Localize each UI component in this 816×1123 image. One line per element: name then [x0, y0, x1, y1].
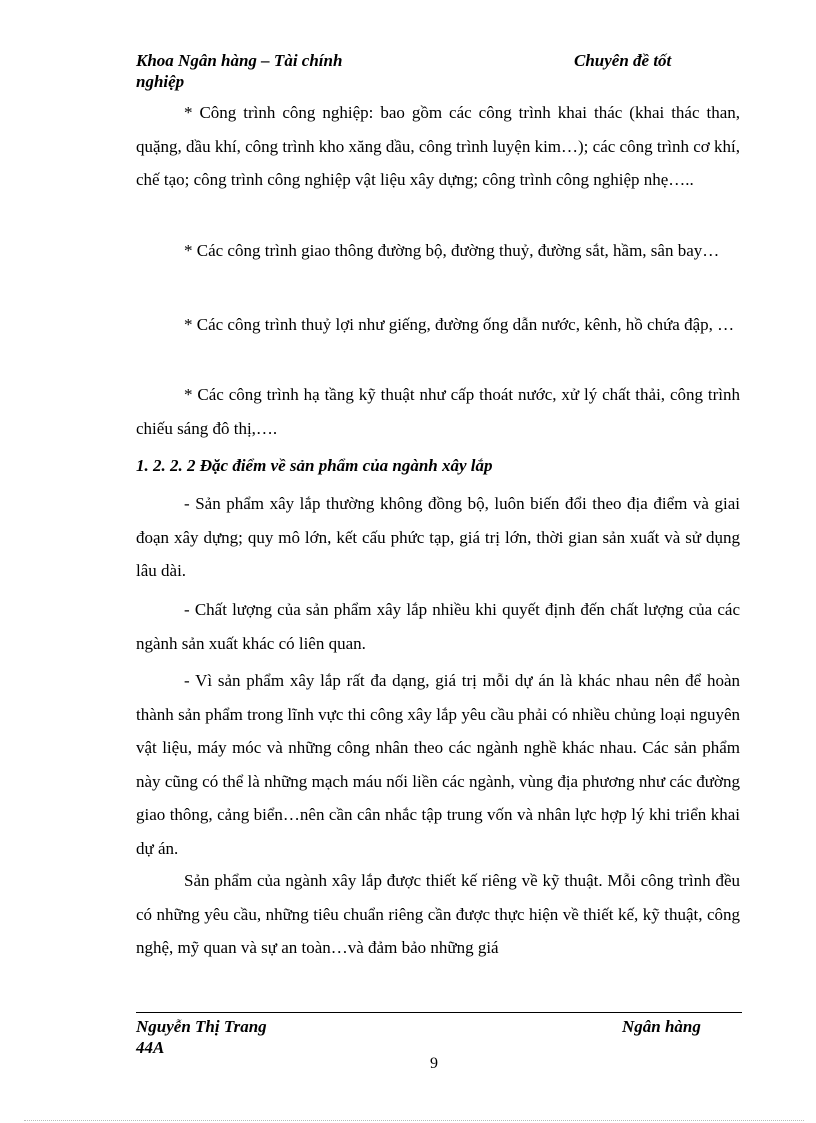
paragraph-irrigation: * Các công trình thuỷ lợi như giếng, đường ống dẫn nước, kênh, hồ chứa đập, …	[184, 315, 735, 334]
paragraph-product-4: Sản phẩm của ngành xây lắp được thiết kế riêng về kỹ thuật. Mỗi công trình đều có những yêu cầu, những tiêu chuẩn riêng cần được thực hiện về thiết kế, kỹ thuật, công nghệ, mỹ quan và sự an toàn…và đảm bảo những giá	[136, 871, 740, 957]
paragraph-transport: * Các công trình giao thông đường bộ, đường thuỷ, đường sắt, hầm, sân bay…	[184, 241, 720, 260]
paragraph-product-3: - Vì sản phẩm xây lắp rất đa dạng, giá trị mỗi dự án là khác nhau nên để hoàn thành sản phẩm trong lĩnh vực thi công xây lắp yêu cầu phải có nhiều chủng loại nguyên vật liệu, máy móc và những công nhân theo các ngành nghề khác nhau. Các sản phẩm này cũng có thể là những mạch máu nối liền các ngành, vùng địa phương như các đường giao thông, cảng biển…nên cần cân nhắc tập trung vốn và nhân lực hợp lý khi triển khai dự án.	[136, 671, 740, 858]
footer-author: Nguyễn Thị Trang	[136, 1017, 267, 1036]
paragraph-industrial: * Công trình công nghiệp: bao gồm các công trình khai thác (khai thác than, quặng, dầu khí, công trình kho xăng dầu, công trình luyện kim…); các công trình cơ khí, chế tạo; công trình công nghiệp vật liệu xây dựng; công trình công nghiệp nhẹ…..	[136, 103, 740, 189]
header-faculty: Khoa Ngân hàng – Tài chính	[136, 51, 343, 70]
section-heading: 1. 2. 2. 2 Đặc điểm về sản phẩm của ngành xây lắp	[136, 456, 493, 475]
footer-divider	[136, 1012, 742, 1013]
footer-class: 44A	[136, 1038, 165, 1057]
paragraph-product-1: - Sản phẩm xây lắp thường không đồng bộ, luôn biến đổi theo địa điểm và giai đoạn xây dựng; quy mô lớn, kết cấu phức tạp, giá trị lớn, thời gian sản xuất và sử dụng lâu dài.	[136, 494, 740, 580]
page-number: 9	[430, 1055, 438, 1072]
paragraph-infrastructure: * Các công trình hạ tầng kỹ thuật như cấp thoát nước, xử lý chất thải, công trình chiếu sáng đô thị,….	[136, 385, 740, 438]
paragraph-product-2: - Chất lượng của sản phẩm xây lắp nhiều khi quyết định đến chất lượng của các ngành sản xuất khác có liên quan.	[136, 600, 740, 653]
header-faculty-cont: nghiệp	[136, 72, 185, 91]
header-title: Chuyên đề tốt	[574, 51, 672, 70]
footer-department: Ngân hàng	[622, 1017, 701, 1036]
page-edge	[24, 1120, 804, 1121]
